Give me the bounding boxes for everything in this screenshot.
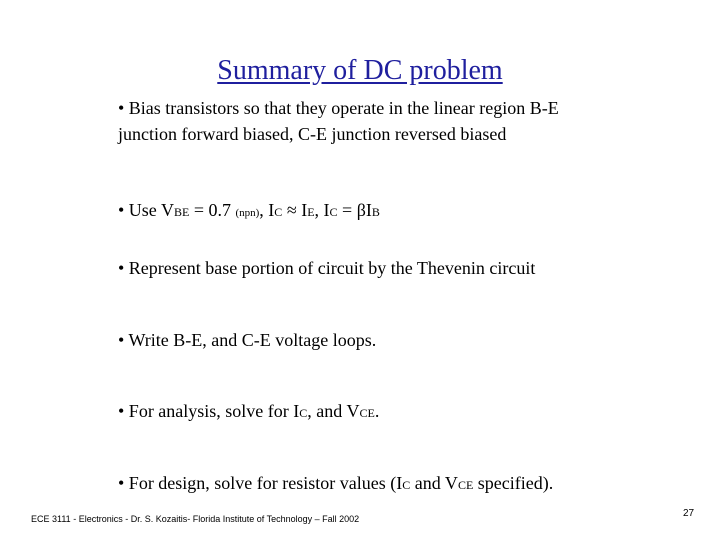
bullet-use [118,197,638,226]
subscript: C [402,478,411,492]
subscript: B [371,205,380,219]
subscript: C [329,205,338,219]
bullet-thevenin: • Represent base portion of circuit by the Thevenin circuit [118,258,536,278]
subscript: CE [359,406,375,420]
text: , I [259,200,275,220]
page-number: 27 [683,508,695,519]
text: specified). [473,473,554,493]
npn-note: (npn) [235,207,260,219]
text: , and V [307,401,360,421]
text: • Use V [118,200,174,220]
text: . [374,401,380,421]
subscript: CE [457,478,474,492]
text: , I [314,200,330,220]
slide-footer: ECE 3111 - Electronics - Dr. S. Kozaitis- Florida Institute of Technology – Fall 2002 [31,514,360,524]
subscript: C [274,205,283,219]
subscript: E [307,205,315,219]
text: • For design, solve for resistor values (I [118,473,403,493]
text: • For analysis, solve for I [118,401,300,421]
subscript: C [299,406,308,420]
bullet-analysis [118,398,638,426]
bullet-voltage-loops: • Write B-E, and C-E voltage loops. [118,330,377,350]
bullet-bias-line2: junction forward biased, C-E junction reversed biased [118,124,507,144]
text: ≈ I [282,200,308,220]
text: = βI [337,200,372,220]
bullet-design [118,470,638,498]
text: = 0.7 [189,200,236,220]
slide-title: Summary of DC problem [217,55,503,86]
bullet-bias [118,95,638,147]
text: and V [410,473,458,493]
bullet-bias-line1: • Bias transistors so that they operate in the linear region B-E [118,98,559,118]
subscript: BE [173,205,190,219]
